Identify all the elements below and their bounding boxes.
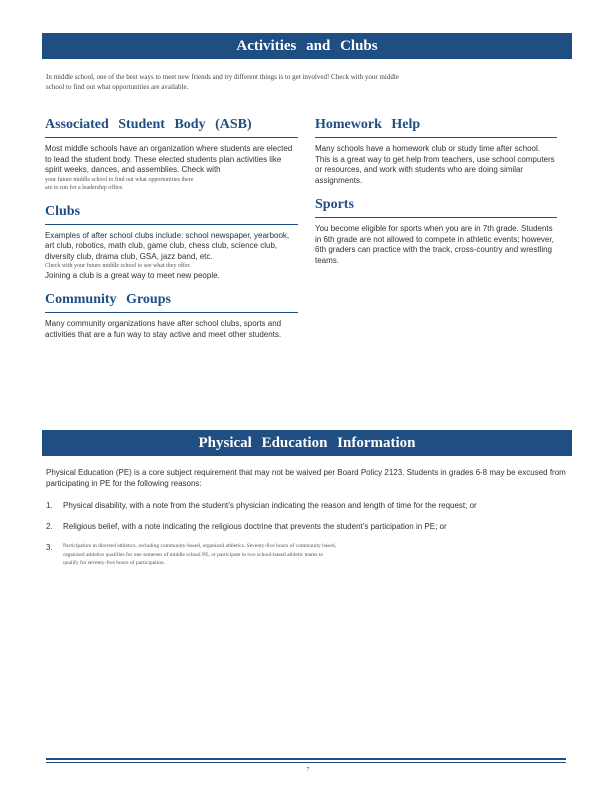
homework-heading: Homework Help [315, 116, 557, 138]
asb-heading: Associated Student Body (ASB) [45, 116, 298, 138]
intro-line: school to find out what opportunities are available. [46, 83, 189, 91]
footer-rule-thin [46, 762, 566, 763]
pe-info-banner: Physical Education Information [42, 430, 572, 456]
list-text-line: organized athletics qualifies for one semester of middle school PE, or participate in two school-based athletic teams to [63, 551, 324, 558]
sports-text: You become eligible for sports when you are in 7th grade. Students in 6th grade are not allowed to compete in athletic events; however, 6th graders can practice with the track, cross-country and wrestling teams. [315, 224, 554, 265]
list-text-line: Participation in directed athletics, including community-based, organized athletics. Seventy-five hours of community based, [63, 543, 336, 549]
list-number: 2. [46, 522, 53, 531]
left-column [45, 116, 298, 350]
list-item [46, 542, 566, 568]
right-column [315, 116, 557, 276]
list-item [46, 521, 566, 532]
asb-text: Most middle schools have an organization where students are elected to lead the student body. These elected students plan activities like spirit weeks, dances, and assemblies. Check with [45, 144, 293, 174]
clubs-small-text: Check with your future middle school to see what they offer. [45, 263, 191, 269]
clubs-text: Examples of after school clubs include: school newspaper, yearbook, art club, robotics, math club, game club, chess club, science club, diversity club, drama club, GSA, jazz band, etc. [45, 230, 290, 261]
community-text: Many community organizations have after school clubs, sports and activities that are a fun way to stay active and meet other students. [45, 319, 282, 339]
list-item [46, 500, 566, 511]
list-text-line: qualify for seventy-five hours of participation. [63, 560, 166, 566]
community-section [45, 291, 298, 340]
asb-section [45, 116, 298, 193]
footer-rule [46, 758, 566, 760]
page-number: 7 [306, 767, 310, 773]
list-number: 3. [46, 543, 53, 552]
community-heading: Community Groups [45, 291, 298, 313]
list-text: Physical disability, with a note from the student’s physician indicating the reason and length of time for the request; or [63, 501, 477, 510]
list-text: Religious belief, with a note indicating the religious doctrine that prevents the student’s participation in PE; or [63, 522, 447, 531]
asb-small-line: your future middle school to find out what opportunities there [45, 176, 194, 183]
list-text [63, 542, 336, 568]
list-number: 1. [46, 501, 53, 510]
activities-clubs-banner: Activities and Clubs [42, 33, 572, 59]
clubs-section [45, 203, 298, 282]
sports-heading: Sports [315, 196, 557, 218]
clubs-text-2: Joining a club is a great way to meet new people. [45, 270, 220, 280]
intro-line: In middle school, one of the best ways to meet new friends and try different things is to get involved! Check with your middle [46, 73, 399, 81]
homework-text: Many schools have a homework club or study time after school. This is a great way to get help from teachers, use school computers or resources, and work with students who are doing similar assignments. [315, 144, 555, 185]
pe-reasons-list [46, 500, 566, 578]
intro-text [46, 72, 406, 92]
homework-section [315, 116, 557, 186]
asb-small-line: are to run for a leadership office. [45, 185, 124, 191]
pe-intro-text: Physical Education (PE) is a core subject requirement that may not be waived per Board Policy 2123. Students in grades 6-8 may be excused from participating in PE for the following reasons: [46, 468, 566, 488]
sports-section [315, 196, 557, 266]
clubs-heading: Clubs [45, 203, 298, 225]
